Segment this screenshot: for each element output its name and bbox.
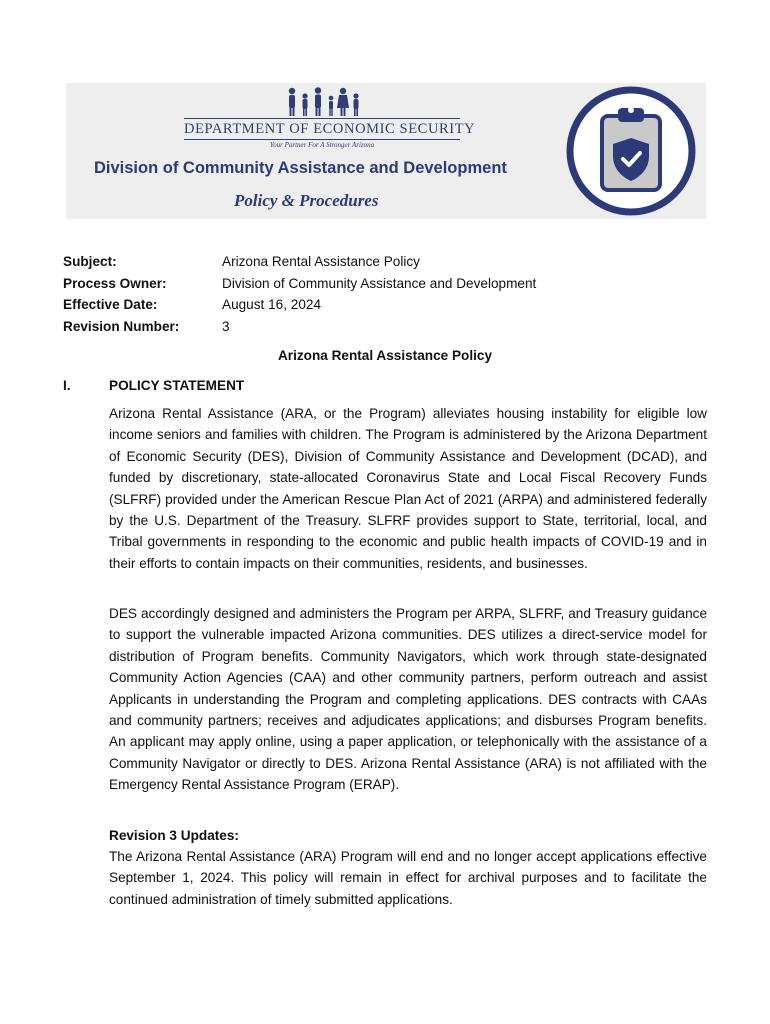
- document-title: Arizona Rental Assistance Policy: [277, 348, 493, 363]
- meta-label: Subject:: [63, 254, 117, 269]
- meta-value: Arizona Rental Assistance Policy: [222, 254, 420, 269]
- clipboard-shield-check-icon: [566, 86, 696, 216]
- policy-paragraph: DES accordingly designed and administers the Program per ARPA, SLFRF, and Treasury guidance to support the vulnerable impacted Arizona communities. DES utilizes a direct-service model for distribution of Program benefits. Community Navigators, which work through state-designated Community Action Agencies (CAA) and other community partners, perform outreach and assist Applicants in understanding the Program and completing applications. DES contracts with CAAs and community partners; receives and adjudicates applications; and disburses Program benefits. An applicant may apply online, using a paper application, or telephonically with the assistance of a Community Navigator or directly to DES. Arizona Rental Assistance (ARA) is not affiliated with the Emergency Rental Assistance Program (ERAP).: [109, 606, 707, 793]
- policy-procedures-title: Policy & Procedures: [234, 191, 379, 210]
- policy-paragraph: Arizona Rental Assistance (ARA, or the Program) alleviates housing instability for eligible low income seniors and families with children. The Program is administered by the Arizona Department of Economic Security (DES), Division of Community Assistance and Development (DCAD), and funded by discretionary, state-allocated Coronavirus State and Local Fiscal Recovery Funds (SLFRF) provided under the American Rescue Plan Act of 2021 (ARPA) and administered federally by the U.S. Department of the Treasury. SLFRF provides support to State, territorial, local, and Tribal governments in responding to the economic and public health impacts of COVID-19 and in their efforts to contain impacts on their communities, residents, and businesses.: [109, 406, 707, 571]
- meta-label: Effective Date:: [63, 297, 158, 312]
- header-banner: [66, 83, 706, 219]
- family-logo-icon: [282, 87, 366, 117]
- revision-updates-text: The Arizona Rental Assistance (ARA) Program will end and no longer accept applications effective September 1, 2024. This policy will remain in effect for archival purposes and to facilitate the continued administration of timely submitted applications.: [109, 849, 707, 907]
- division-title: Division of Community Assistance and Development: [94, 159, 507, 177]
- meta-value: 3: [222, 318, 230, 334]
- divider: [184, 139, 460, 140]
- section-title: POLICY STATEMENT: [109, 378, 245, 393]
- meta-value: August 16, 2024: [222, 297, 322, 312]
- section-number: I.: [63, 378, 71, 393]
- meta-label: Revision Number:: [63, 318, 180, 334]
- revision-updates-heading: Revision 3 Updates:: [109, 828, 239, 843]
- meta-label: Process Owner:: [63, 275, 167, 291]
- divider: [184, 118, 460, 119]
- department-name: DEPARTMENT OF ECONOMIC SECURITY: [184, 121, 476, 137]
- meta-value: Division of Community Assistance and Development: [222, 275, 537, 291]
- department-tagline: Your Partner For A Stronger Arizona: [269, 141, 375, 149]
